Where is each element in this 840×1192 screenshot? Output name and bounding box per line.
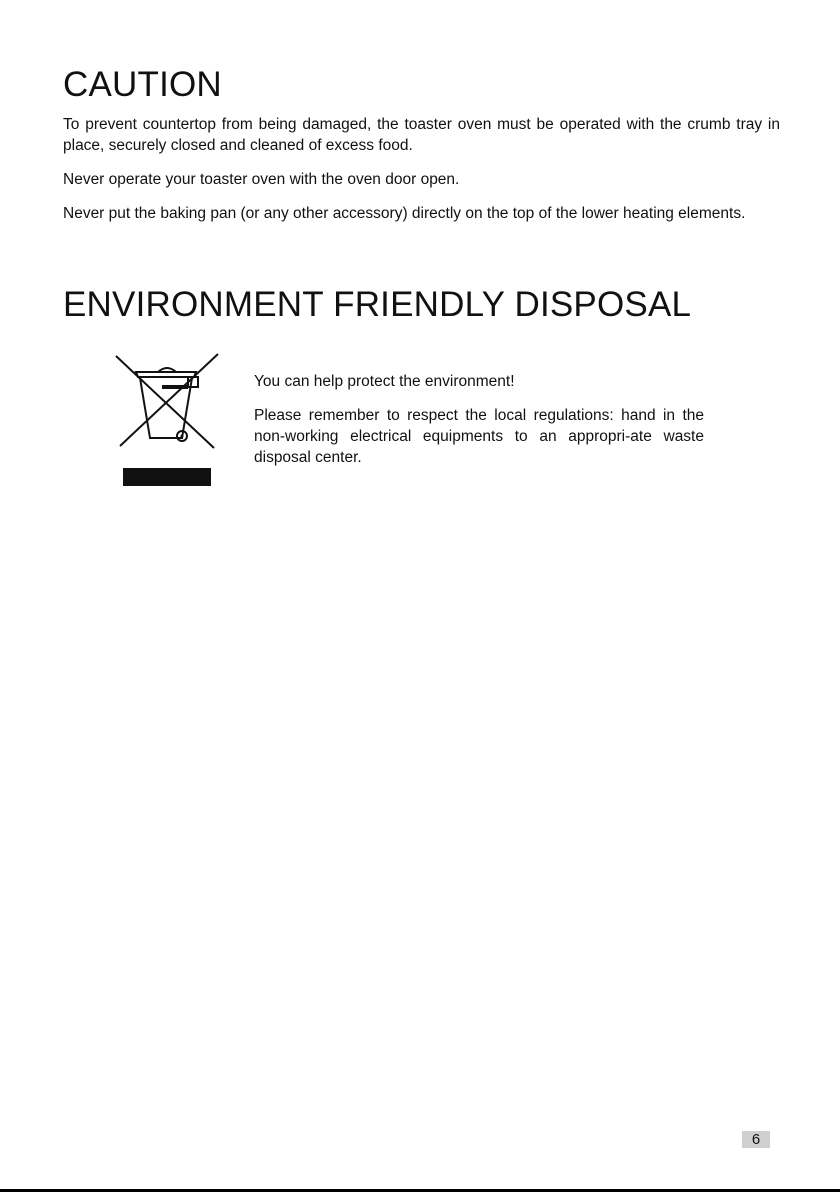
caution-paragraph-baking-pan: Never put the baking pan (or any other accessory) directly on the top of the lower heating elements. <box>63 205 746 222</box>
crossed-out-wheelie-bin-icon <box>110 350 225 490</box>
disposal-paragraph-regulations: Please remember to respect the local regulations: hand in the non-working electrical equipments to an appropri-ate waste disposal center. <box>254 407 704 466</box>
caution-paragraph-oven-door: Never operate your toaster oven with the oven door open. <box>63 171 460 188</box>
caution-heading: CAUTION <box>63 65 222 104</box>
disposal-paragraph-protect: You can help protect the environment! <box>254 373 515 390</box>
caution-paragraph-crumb-tray: To prevent countertop from being damaged, the toaster oven must be operated with the crumb tray in place, securely closed and cleaned of excess food. <box>63 116 780 154</box>
page-number: 6 <box>742 1131 770 1148</box>
disposal-heading: ENVIRONMENT FRIENDLY DISPOSAL <box>63 285 692 324</box>
